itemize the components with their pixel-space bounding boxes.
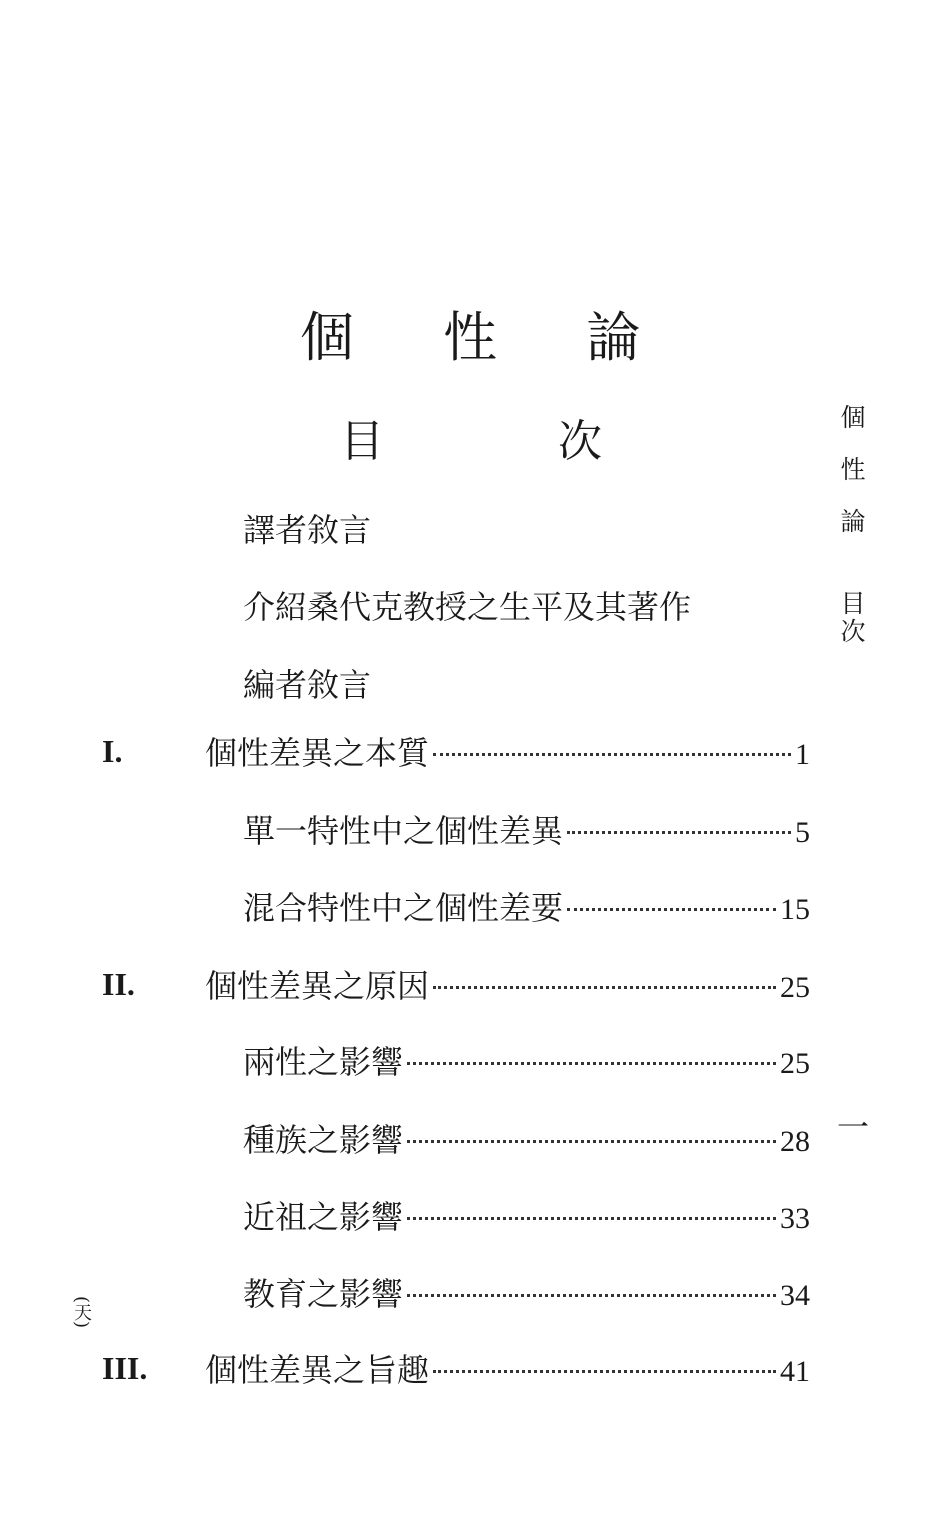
page-ref: 28 <box>780 1125 810 1158</box>
dot-leader <box>407 1217 776 1220</box>
running-head-char: 個 <box>840 403 866 432</box>
running-head-char: 目 <box>840 589 866 618</box>
section-title: 混合特性中之個性差要 <box>243 889 564 927</box>
running-head-char: 論 <box>840 507 866 536</box>
page-ref: 5 <box>795 816 810 849</box>
page-ref: 33 <box>780 1202 810 1235</box>
dot-leader <box>433 986 776 989</box>
toc-entry-chapter <box>205 961 810 1005</box>
toc-entry-section <box>243 883 810 927</box>
dot-leader <box>567 831 791 834</box>
toc-entry-chapter <box>205 1345 810 1389</box>
edge-mark: (天) <box>71 1296 92 1329</box>
dot-leader <box>407 1140 776 1143</box>
toc-entry-section <box>243 1192 810 1236</box>
page-ref: 1 <box>795 738 810 771</box>
chapter-numeral: I. <box>102 733 123 769</box>
dot-leader <box>433 753 791 756</box>
chapter-title: 個性差異之原因 <box>205 967 430 1005</box>
page-number: 一 <box>836 1108 869 1146</box>
page-ref: 15 <box>780 893 810 926</box>
dot-leader <box>567 908 776 911</box>
toc-entry-section <box>243 1269 810 1313</box>
toc-entry-section <box>243 1037 810 1081</box>
section-title: 種族之影響 <box>243 1121 404 1159</box>
dot-leader <box>433 1370 776 1373</box>
page-ref: 25 <box>780 1047 810 1080</box>
running-head-title <box>836 392 870 548</box>
chapter-numeral: II. <box>102 966 135 1002</box>
toc-entry-chapter <box>205 728 810 772</box>
dot-leader <box>407 1062 776 1065</box>
contents-heading: 目 次 <box>340 416 682 467</box>
preface-item: 編者敘言 <box>243 666 372 704</box>
book-title: 個 性 論 <box>300 306 677 369</box>
chapter-numeral: III. <box>102 1350 148 1386</box>
page-ref: 34 <box>780 1279 810 1312</box>
running-head-char: 性 <box>840 455 866 484</box>
page-ref: 25 <box>780 971 810 1004</box>
dot-leader <box>407 1294 776 1297</box>
section-title: 教育之影響 <box>243 1275 404 1313</box>
running-head-subtitle <box>836 590 870 646</box>
chapter-title: 個性差異之旨趣 <box>205 1351 430 1389</box>
toc-entry-section <box>243 806 810 850</box>
section-title: 兩性之影響 <box>243 1043 404 1081</box>
page-ref: 41 <box>780 1355 810 1388</box>
section-title: 單一特性中之個性差異 <box>243 812 564 850</box>
running-head-char: 次 <box>840 617 866 646</box>
preface-item: 介紹桑代克教授之生平及其著作 <box>243 588 692 626</box>
toc-entry-section <box>243 1115 810 1159</box>
chapter-title: 個性差異之本質 <box>205 734 430 772</box>
preface-item: 譯者敘言 <box>243 511 372 549</box>
section-title: 近祖之影響 <box>243 1198 404 1236</box>
